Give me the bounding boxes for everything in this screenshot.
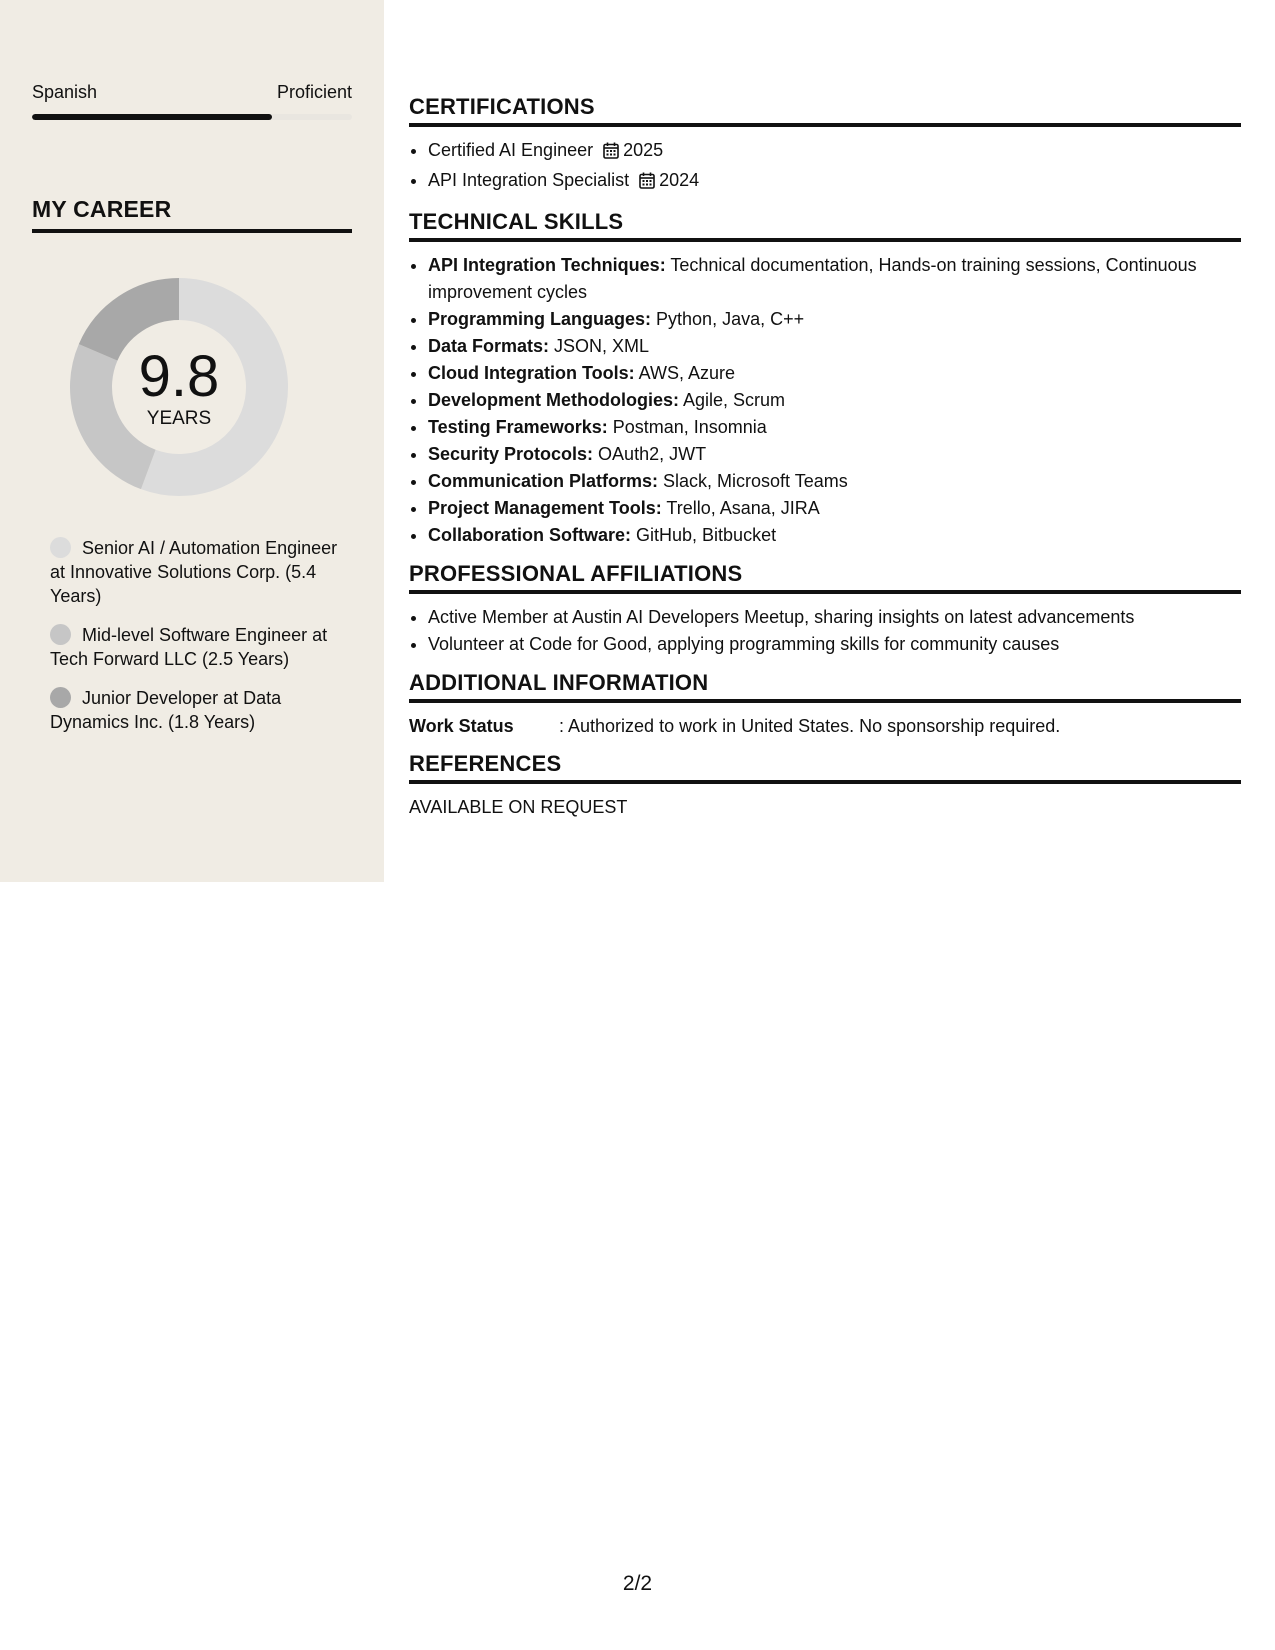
skill-value: Slack, Microsoft Teams <box>658 471 848 491</box>
skill-item <box>428 468 1241 495</box>
skill-label: Testing Frameworks: <box>428 417 608 437</box>
skill-value: Trello, Asana, JIRA <box>661 498 820 518</box>
calendar-icon <box>603 140 619 167</box>
donut-center <box>66 274 292 500</box>
skill-item <box>428 333 1241 360</box>
skill-label: API Integration Techniques: <box>428 255 666 275</box>
skill-value: JSON, XML <box>549 336 650 356</box>
skill-item <box>428 495 1241 522</box>
sidebar <box>0 0 384 882</box>
skill-item <box>428 387 1241 414</box>
certification-name: Certified AI Engineer <box>428 140 594 160</box>
skill-label: Development Methodologies: <box>428 390 680 410</box>
language-proficiency-bar <box>32 114 352 120</box>
career-item <box>50 623 340 671</box>
skill-item <box>428 414 1241 441</box>
skill-label: Cloud Integration Tools: <box>428 363 635 383</box>
skill-value: GitHub, Bitbucket <box>631 525 777 545</box>
certifications-list <box>409 137 1241 197</box>
references-title: REFERENCES <box>409 751 1241 784</box>
skill-label: Security Protocols: <box>428 444 594 464</box>
page-number: 2/2 <box>622 1572 653 1595</box>
calendar-icon <box>639 170 655 197</box>
work-status-label: Work Status <box>409 716 514 736</box>
references-section <box>409 751 1241 820</box>
skills-title: TECHNICAL SKILLS <box>409 209 1241 242</box>
skill-value: AWS, Azure <box>634 363 736 383</box>
skill-item <box>428 252 1241 306</box>
certification-year: 2025 <box>623 140 664 160</box>
skill-item <box>428 360 1241 387</box>
work-status-row <box>409 713 1241 739</box>
skill-item <box>428 306 1241 333</box>
language-row <box>32 82 352 103</box>
additional-info-section <box>409 670 1241 739</box>
career-dot-icon <box>50 537 71 558</box>
career-item <box>50 686 340 734</box>
affiliation-item: • Volunteer at Code for Good, applying programming skills for community causes <box>428 631 1241 658</box>
skill-value: Technical documentation, Hands-on training sessions, Continuous improvement cycles <box>428 255 1197 302</box>
skill-value: Agile, Scrum <box>679 390 786 410</box>
main-content <box>409 94 1241 832</box>
affiliations-section <box>409 561 1241 658</box>
career-dot-icon <box>50 687 71 708</box>
additional-info-title: ADDITIONAL INFORMATION <box>409 670 1241 703</box>
skills-list <box>409 252 1241 549</box>
career-list <box>50 536 340 749</box>
career-item-text: Mid-level Software Engineer at Tech Forward LLC (2.5 Years) <box>50 625 328 669</box>
career-dot-icon <box>50 624 71 645</box>
career-total-value: 9.8 <box>138 344 220 409</box>
career-item-text: Senior AI / Automation Engineer at Innovative Solutions Corp. (5.4 Years) <box>50 538 338 606</box>
skills-section <box>409 209 1241 549</box>
affiliations-list <box>409 604 1241 658</box>
skill-value: Python, Java, C++ <box>651 309 805 329</box>
certification-item <box>428 167 1241 197</box>
work-status-value: : Authorized to work in United States. No sponsorship required. <box>559 716 1061 736</box>
skill-label: Project Management Tools: <box>428 498 662 518</box>
career-item-text: Junior Developer at Data Dynamics Inc. (1.8 Years) <box>50 688 282 732</box>
career-section-title: MY CAREER <box>32 196 352 233</box>
skill-value: OAuth2, JWT <box>593 444 707 464</box>
certifications-section <box>409 94 1241 197</box>
skill-label: Programming Languages: <box>428 309 652 329</box>
career-total-unit: YEARS <box>146 408 212 429</box>
certifications-title: CERTIFICATIONS <box>409 94 1241 127</box>
skill-label: Collaboration Software: <box>428 525 632 545</box>
references-text: AVAILABLE ON REQUEST <box>409 797 628 817</box>
certification-year: 2024 <box>659 170 700 190</box>
skill-item <box>428 522 1241 549</box>
affiliations-title: PROFESSIONAL AFFILIATIONS <box>409 561 1241 594</box>
language-name: Spanish <box>32 82 98 102</box>
affiliation-item: • Active Member at Austin AI Developers Meetup, sharing insights on latest advancements <box>428 604 1241 631</box>
career-item <box>50 536 340 608</box>
skill-value: Postman, Insomnia <box>607 417 767 437</box>
language-proficiency-fill <box>32 114 272 120</box>
language-level: Proficient <box>276 82 352 102</box>
certification-item <box>428 137 1241 167</box>
certification-name: API Integration Specialist <box>428 170 630 190</box>
skill-label: Communication Platforms: <box>428 471 659 491</box>
skill-item <box>428 441 1241 468</box>
career-donut-chart <box>66 274 292 500</box>
skill-label: Data Formats: <box>428 336 550 356</box>
